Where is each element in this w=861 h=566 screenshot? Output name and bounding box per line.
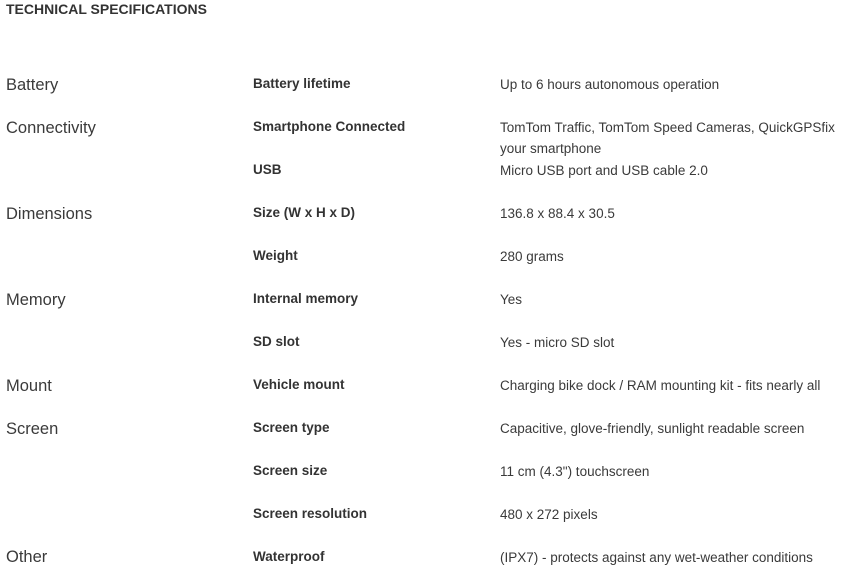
spec-label-weight: Weight (253, 248, 298, 263)
spec-value-internal-memory: Yes (500, 292, 523, 307)
spec-value-battery-lifetime: Up to 6 hours autonomous operation (500, 77, 720, 92)
spec-value-smartphone-connected-line2: your smartphone (500, 141, 602, 156)
spec-label-vehicle-mount: Vehicle mount (253, 377, 345, 392)
spec-label-screen-size: Screen size (253, 463, 328, 478)
spec-value-vehicle-mount: Charging bike dock / RAM mounting kit - fits nearly all (500, 378, 821, 393)
spec-label-screen-resolution: Screen resolution (253, 506, 368, 521)
category-dimensions: Dimensions (6, 205, 93, 223)
spec-value-usb: Micro USB port and USB cable 2.0 (500, 163, 708, 178)
spec-label-waterproof: Waterproof (253, 549, 325, 564)
spec-value-smartphone-connected-line1: TomTom Traffic, TomTom Speed Cameras, QuickGPSfix (500, 120, 835, 135)
spec-value-screen-size: 11 cm (4.3") touchscreen (500, 464, 650, 479)
category-other: Other (6, 548, 48, 566)
category-battery: Battery (6, 76, 59, 94)
spec-value-screen-type: Capacitive, glove-friendly, sunlight readable screen (500, 421, 805, 436)
spec-value-screen-resolution: 480 x 272 pixels (500, 507, 598, 522)
spec-label-battery-lifetime: Battery lifetime (253, 76, 351, 91)
spec-value-waterproof: (IPX7) - protects against any wet-weather conditions (500, 550, 813, 565)
category-screen: Screen (6, 420, 59, 438)
spec-label-sd-slot: SD slot (253, 334, 300, 349)
spec-value-size: 136.8 x 88.4 x 30.5 (500, 206, 615, 221)
spec-value-sd-slot: Yes - micro SD slot (500, 335, 615, 350)
spec-label-smartphone-connected: Smartphone Connected (253, 119, 406, 134)
spec-value-weight: 280 grams (500, 249, 564, 264)
spec-label-usb: USB (253, 162, 282, 177)
category-memory: Memory (6, 291, 66, 309)
spec-value-smartphone-connected (500, 117, 835, 159)
spec-label-internal-memory: Internal memory (253, 291, 359, 306)
category-connectivity: Connectivity (6, 119, 96, 137)
spec-label-screen-type: Screen type (253, 420, 330, 435)
section-title: TECHNICAL SPECIFICATIONS (6, 1, 207, 17)
category-mount: Mount (6, 377, 52, 395)
spec-label-size: Size (W x H x D) (253, 205, 356, 220)
